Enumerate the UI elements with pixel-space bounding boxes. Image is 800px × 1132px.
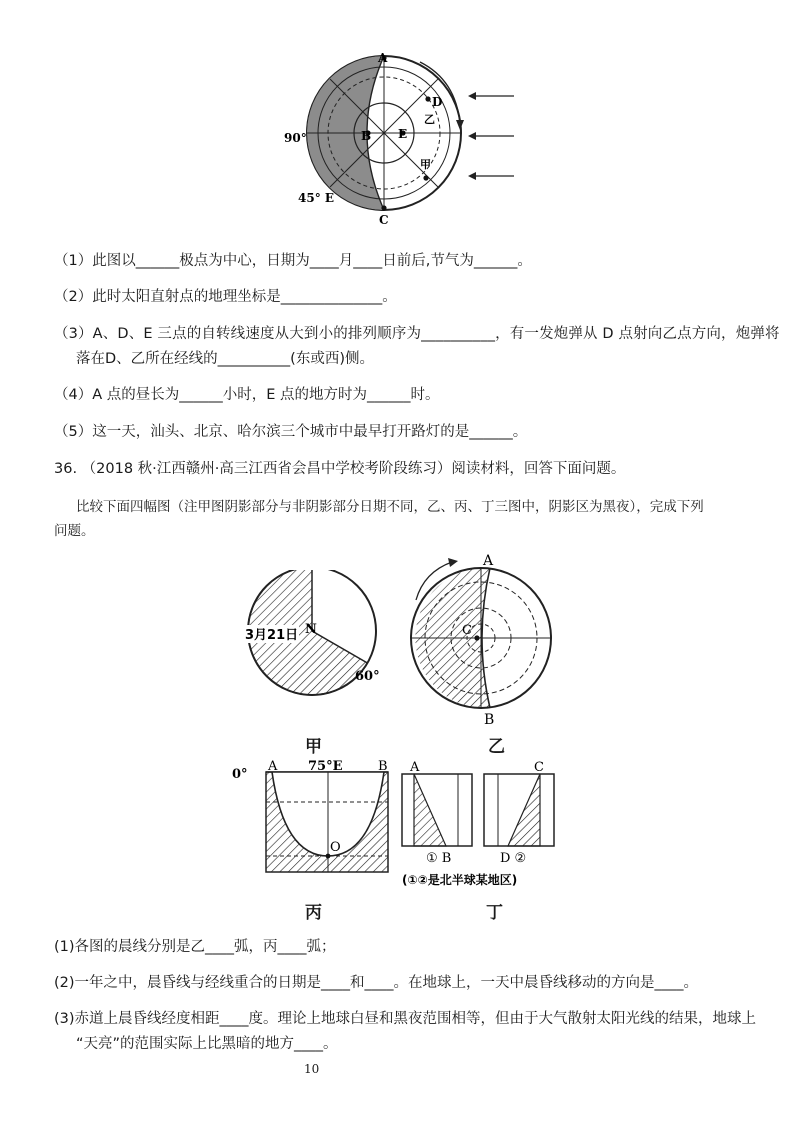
point-d-label: D (432, 95, 443, 109)
yi-point-c-label: C (462, 623, 472, 638)
point-c-label: C (379, 213, 389, 227)
bing-o-label: O (330, 840, 341, 855)
figure-yi-diagram (404, 552, 570, 728)
q36-item-2: (2)一年之中，晨昏线与经线重合的日期是____和____。在地球上，一天中晨昏线移动的方向是____。 (54, 975, 699, 991)
bing-lon-label: 75°E (308, 759, 343, 774)
q36-item-3: (3)赤道上晨昏线经度相距____度。理论上地球白昼和黑夜范围相等，但由于大气散射太阳光线的结果，地球上 (54, 1011, 757, 1027)
q35-item-1: （1）此图以______极点为中心，日期为____月____日前后,节气为______。 (54, 253, 532, 269)
yi-point-a-label: A (483, 553, 494, 569)
ding-d-label: D ② (500, 851, 527, 866)
point-e-label: E (398, 127, 408, 141)
ding-note: (①②是北半球某地区) (402, 873, 518, 887)
yi-point-b-label: B (484, 712, 495, 728)
q35-item-2: （2）此时太阳直射点的地理坐标是______________。 (54, 289, 397, 305)
bing-a-label: A (268, 759, 278, 774)
ding-b-label: ① B (426, 851, 452, 866)
ding-c-label: C (534, 760, 544, 775)
q35-item-3: （3）A、D、E 三点的自转线速度从大到小的排列顺序为__________，有一发炮弹从 D 点射向乙点方向，炮弹将 (54, 326, 780, 342)
q36-intro-line2: 问题。 (54, 523, 95, 539)
bing-zero-label: 0° (232, 767, 248, 782)
figure-yi-label: 乙 (488, 737, 505, 757)
figure-jia (228, 570, 398, 730)
figure-ding-label: 丁 (486, 903, 503, 923)
polar-view-diagram (280, 48, 530, 230)
figure-bing-diagram (232, 758, 394, 876)
q36-header: 36. （2018 秋·江西赣州·高三江西省会昌中学校考阶段练习）阅读材料，回答下面问题。 (54, 461, 626, 477)
q35-item-4: （4）A 点的昼长为______小时，E 点的地方时为______时。 (54, 387, 440, 403)
q35-item-5: （5）这一天，汕头、北京、哈尔滨三个城市中最早打开路灯的是______。 (54, 424, 528, 440)
bing-b-label: B (378, 759, 388, 774)
q36-intro-line1: 比较下面四幅图（注甲图阴影部分与非阴影部分日期不同，乙、丙、丁三图中，阴影区为黑夜），完成下列 (76, 499, 704, 515)
figure-ding-diagram (398, 758, 568, 890)
q36-item-1: (1)各图的晨线分别是乙____弧，丙____弧； (54, 939, 336, 955)
lat-90-label: 90° (284, 131, 307, 145)
figure-ding (398, 758, 568, 890)
figure-yi (404, 552, 570, 728)
ding-a-label: A (410, 760, 420, 775)
q36-item-3-cont: “天亮”的范围实际上比黑暗的地方____。 (76, 1036, 338, 1052)
figure-jia-label: 甲 (305, 737, 322, 757)
point-a-label: A (378, 51, 388, 65)
figure-bing-label: 丙 (305, 903, 322, 923)
figure-jia-diagram (228, 570, 398, 730)
point-b-label: B (361, 129, 372, 143)
point-jia-label: 甲 (420, 158, 431, 171)
jia-date-label: 3月21日 (245, 628, 299, 643)
page-number: 10 (304, 1062, 320, 1076)
point-yi-label: 乙 (424, 113, 435, 126)
figure-bing (232, 758, 394, 876)
jia-angle-label: 60° (355, 669, 380, 684)
polar-view-figure (280, 48, 530, 230)
lat-45-label: 45° E (298, 191, 335, 205)
jia-north-label: N (305, 622, 317, 637)
q35-item-3-cont: 落在D、乙所在经线的__________(东或西)侧。 (76, 351, 374, 367)
